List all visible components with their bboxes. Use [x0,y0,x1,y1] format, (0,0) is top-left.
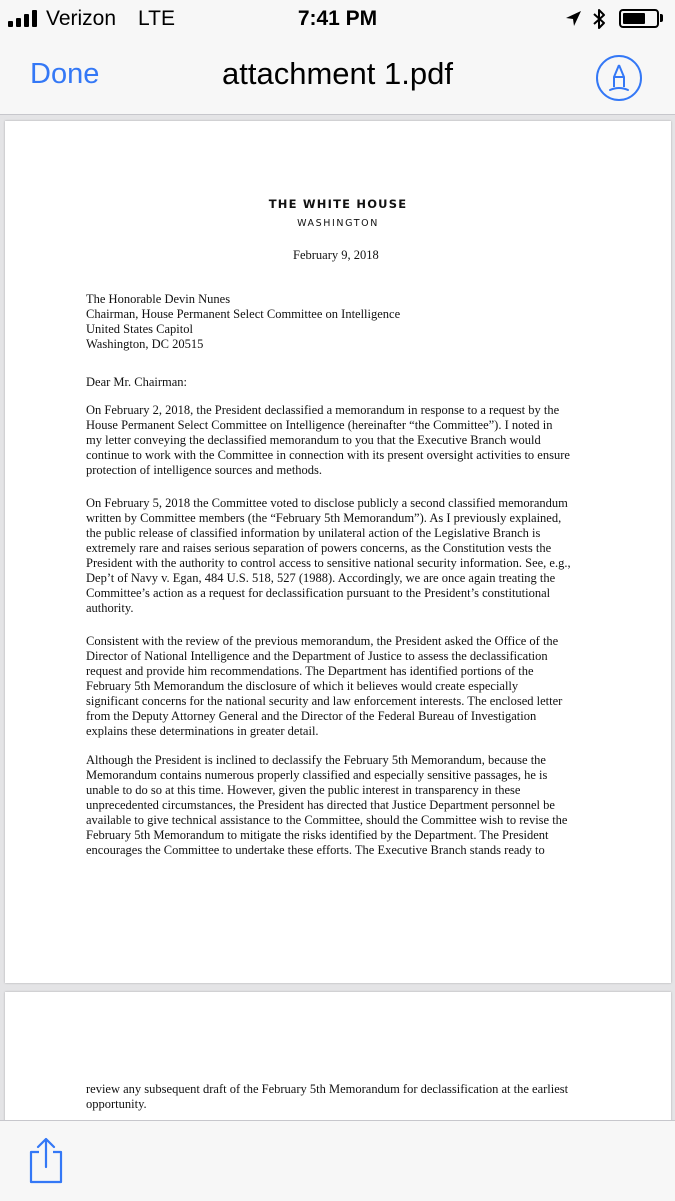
paragraph-line: House Permanent Select Committee on Intelligence (hereinafter “the Committee”). I noted in [86,418,553,432]
paragraph-line: the public release of classified information by unilateral action of the Legislative Branch is [86,526,541,540]
letter-date: February 9, 2018 [293,248,379,262]
share-button[interactable] [26,1135,66,1185]
paragraph-line: President with the authority to control access to sensitive national security information. See, e.g., [86,556,571,570]
paragraph [86,753,592,858]
pdf-viewer[interactable] [0,115,675,1120]
battery-tip [660,14,663,22]
bottom-toolbar [0,1120,675,1201]
paragraph [86,403,592,478]
paragraph-line: Dep’t of Navy v. Egan, 484 U.S. 518, 527 (1988). Accordingly, we are once again treating the [86,571,556,585]
status-bar [0,0,675,40]
paragraph-line: Consistent with the review of the previous memorandum, the President asked the Office of the [86,634,559,648]
paragraph-line: Committee’s action as a request for declassification pursuant to the President’s constitutional [86,586,551,600]
paragraph [86,634,592,739]
share-icon [26,1135,66,1185]
carrier-name: Verizon [46,7,117,30]
network-type: LTE [138,7,175,30]
salutation: Dear Mr. Chairman: [86,375,188,389]
paragraph-line: On February 5, 2018 the Committee voted to disclose publicly a second classified memorandum [86,496,568,510]
letterhead-title: THE WHITE HOUSE [268,197,408,211]
location-arrow-icon [565,10,582,27]
done-button[interactable]: Done [30,58,100,90]
paragraph-line: from the Deputy Attorney General and the Director of the Federal Bureau of Investigation [86,709,537,723]
navigation-bar [0,40,675,115]
address-line: United States Capitol [86,322,193,336]
address-line: Washington, DC 20515 [86,337,204,351]
paragraph-line: review any subsequent draft of the February 5th Memorandum for declassification at the earliest [86,1082,569,1096]
battery-level [623,13,645,24]
markup-pen-icon [606,63,632,93]
paragraph-line: unprecedented circumstances, the President has directed that Justice Department personnel be [86,798,555,812]
paragraph-line: request and provide him recommendations. The Department has identified portions of the [86,664,534,678]
pdf-page-2 [5,992,671,1120]
address-line: The Honorable Devin Nunes [86,292,231,306]
paragraph [86,496,592,616]
paragraph-line: February 5th Memorandum to mitigate the risks identified by the Department. The President [86,828,549,842]
paragraph-line: encourages the Committee to undertake these efforts. The Executive Branch stands ready to [86,843,545,857]
paragraph-line: significant concerns for the national security and law enforcement interests. The enclosed letter [86,694,563,708]
letterhead-location: WASHINGTON [297,218,379,229]
paragraph-line: Memorandum contains numerous properly classified and especially sensitive passages, he is [86,768,548,782]
paragraph-line: Although the President is inclined to declassify the February 5th Memorandum, because the [86,753,546,767]
paragraph-line: explains these determinations in greater detail. [86,724,319,738]
paragraph-line: opportunity. [86,1097,147,1111]
paragraph-line: continue to work with the Committee in connection with its present oversight activities to ensure [86,448,570,462]
paragraph-line: available to give technical assistance to the Committee, should the Committee wish to revise the [86,813,568,827]
paragraph-line: unable to do so at this time. However, given the public interest in transparency in these [86,783,521,797]
bluetooth-icon [592,8,606,30]
battery-icon [619,9,659,28]
paragraph-line: On February 2, 2018, the President declassified a memorandum in response to a request by the [86,403,560,417]
paragraph-line: Director of National Intelligence and the Department of Justice to assess the declassification [86,649,548,663]
paragraph-line: written by Committee members (the “February 5th Memorandum”). As I previously explained, [86,511,562,525]
document-title: attachment 1.pdf [222,56,453,91]
address-line: Chairman, House Permanent Select Committee on Intelligence [86,307,401,321]
pdf-page-1 [5,121,671,983]
paragraph [86,1082,592,1112]
paragraph-line: authority. [86,601,134,615]
paragraph-line: February 5th Memorandum the disclosure of which it believes would create especially [86,679,519,693]
paragraph-line: extremely rare and raises serious separation of powers concerns, as the Constitution vests the [86,541,552,555]
markup-button[interactable] [596,55,642,101]
paragraph-line: protection of intelligence sources and methods. [86,463,323,477]
status-time: 7:41 PM [297,7,378,30]
paragraph-line: my letter conveying the declassified memorandum to you that the Executive Branch would [86,433,541,447]
